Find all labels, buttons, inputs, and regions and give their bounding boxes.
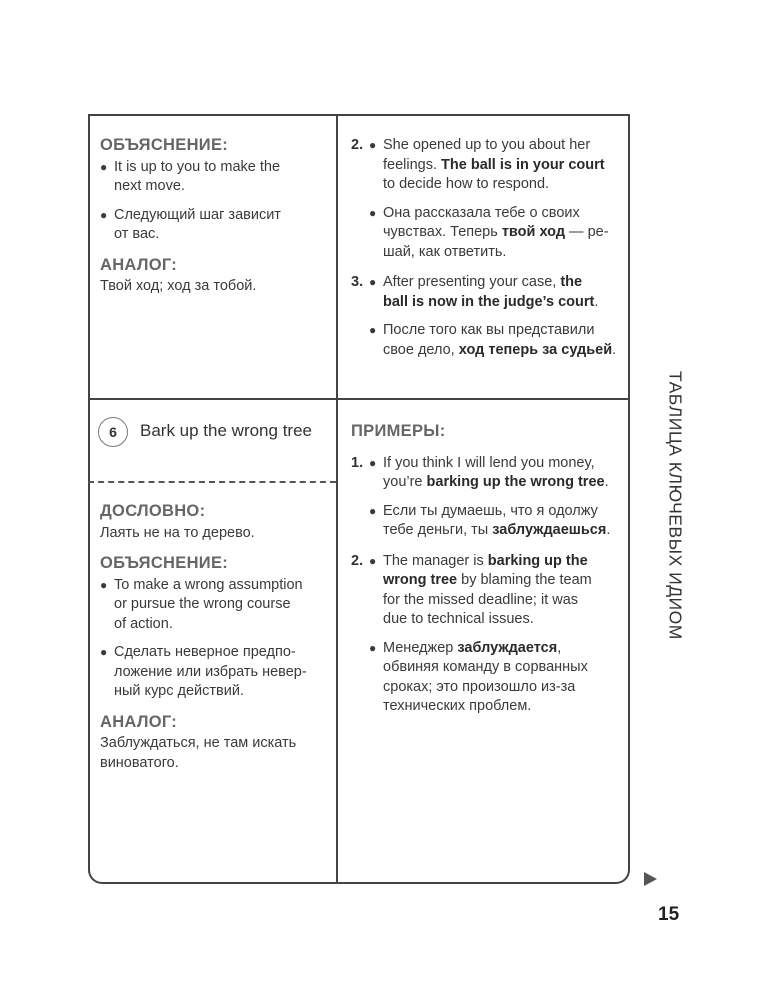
example-2-ru: ● Менеджер заблуждается, обвиняя команду в сорванных сроках; это произошло из-за технических проблем. [351,639,623,717]
bullet-icon: ● [369,275,377,289]
bullet-icon: ● [369,455,377,470]
bottom-right-cell [351,422,623,717]
explanation-heading: ОБЪЯСНЕНИЕ: [100,554,229,572]
dashed-separator [88,481,336,483]
literal-text: Лаять не на то дерево. [100,524,255,541]
example-3-ru: ● После того как вы представили свое дело, ход теперь за судьей. [351,321,623,360]
analog-heading: АНАЛОГ: [100,712,178,731]
literal-heading: ДОСЛОВНО: [100,502,206,520]
idiom-number-badge: 6 [98,417,128,447]
column-divider [336,114,338,884]
bullet-icon: ● [369,323,377,337]
examples-heading: ПРИМЕРЫ: [351,422,446,440]
bottom-left-cell [100,502,328,773]
bullet-icon: ● [369,138,377,152]
top-right-cell [351,136,623,360]
example-2-en: 2. ● The manager is barking up the wrong tree by blaming the team for the missed deadline; it was due to technical issues. [351,552,623,630]
row-divider [88,398,630,400]
bullet-icon: ● [369,205,377,220]
side-section-title: ТАБЛИЦА КЛЮЧЕВЫХ ИДИОМ [665,370,686,640]
example-1-en: 1. ● If you think I will lend you money, you’re barking up the wrong tree. [351,454,623,493]
example-3-en: 3. ● After presenting your case, the ball is now in the judge’s court. [351,273,623,312]
idiom-title: Bark up the wrong tree [140,421,312,440]
analog-heading: АНАЛОГ: [100,255,178,274]
bullet-icon: ● [369,640,377,655]
explanation-ru-bullet: ● Сделать неверное предпо- ложение или избрать невер- ный курс действий. [100,643,328,702]
explanation-heading: ОБЪЯСНЕНИЕ: [100,136,229,154]
example-1-ru: ● Если ты думаешь, что я одолжу тебе деньги, ты заблуждаешься. [351,502,623,541]
bullet-icon: ● [369,553,377,568]
next-page-arrow-icon [644,872,657,886]
explanation-ru-bullet: ● Следующий шаг зависит от вас. [100,206,328,245]
explanation-en-bullet: ● To make a wrong assumption or pursue the wrong course of action. [100,576,328,635]
bullet-icon: ● [100,159,108,174]
bullet-icon: ● [369,503,377,518]
idiom-header [98,417,320,447]
bullet-icon: ● [100,577,108,592]
example-2-en: 2. ● She opened up to you about her feelings. The ball is in your court to decide how to respond. [351,136,623,195]
page-number: 15 [658,904,680,925]
explanation-en-bullet: ● It is up to you to make the next move. [100,158,328,197]
bullet-icon: ● [100,207,108,222]
example-2-ru: ● Она рассказала тебе о своих чувствах. Теперь твой ход — ре- шай, как ответить. [351,204,623,263]
analog-text: Твой ход; ход за тобой. [100,278,257,294]
top-left-cell [100,136,328,297]
bullet-icon: ● [100,645,108,659]
analog-text: Заблуждаться, не там искать виноватого. [100,735,297,771]
